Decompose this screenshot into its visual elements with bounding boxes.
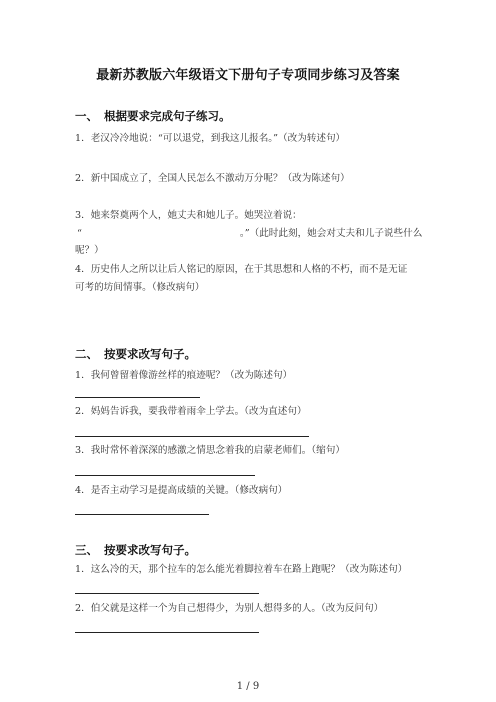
section-1-heading	[75, 108, 231, 124]
question-2-2: 2．妈妈告诉我，要我带着雨伞上学去。（改为直述句）	[75, 406, 307, 417]
section-2-heading	[75, 346, 196, 362]
section-3-heading	[75, 542, 196, 558]
section-3-title: 按要求改写句子。	[104, 543, 196, 557]
question-2-3: 3．我时常怀着深深的感激之情思念着我的启蒙老师们。（缩句）	[75, 445, 345, 456]
answer-line-2-1[interactable]	[75, 397, 200, 398]
question-2-1: 1．我何曾留着像游丝样的痕迹呢？（改为陈述句）	[75, 370, 293, 381]
section-1-title: 根据要求完成句子练习。	[104, 109, 231, 123]
section-2-title: 按要求改写句子。	[104, 347, 196, 361]
page-number: 1 / 9	[236, 681, 260, 692]
answer-line-2-3[interactable]	[75, 475, 255, 476]
answer-line-2-4[interactable]	[75, 514, 209, 515]
answer-line-2-2[interactable]	[75, 436, 309, 437]
question-1-3-line1: 3．她来祭奠两个人，她丈夫和她儿子。她哭泣着说：	[75, 210, 302, 221]
question-3-2: 2．伯父就是这样一个为自己想得少，为别人想得多的人。（改为反问句）	[75, 603, 384, 614]
question-1-4-line2: 可考的坊间情事。（修改病句）	[75, 282, 205, 293]
section-2-number: 二、	[75, 347, 98, 361]
section-1-number: 一、	[75, 109, 98, 123]
question-1-4-line1: 4．历史伟人之所以让后人铭记的原因，在于其思想和人格的不朽，而不是无证	[75, 264, 408, 275]
answer-line-3-2[interactable]	[75, 632, 259, 633]
document-title: 最新苏教版六年级语文下册句子专项同步练习及答案	[96, 68, 400, 83]
answer-line-3-1[interactable]	[75, 593, 259, 594]
question-2-4: 4．是否主动学习是提高成绩的关键。（修改病句）	[75, 485, 288, 496]
section-3-number: 三、	[75, 543, 98, 557]
question-1-3-line3: 呢？）	[75, 245, 104, 256]
question-1-3-line2	[77, 227, 422, 241]
question-1-1: 1．老汉冷冷地说：“可以退党，到我这儿报名。”（改为转述句）	[75, 133, 346, 144]
question-1-2: 2．新中国成立了，全国人民怎么不激动万分呢？（改为陈述句）	[75, 173, 350, 184]
open-quote: “	[77, 228, 82, 239]
question-3-1: 1．这么冷的天，那个拉车的怎么能光着脚拉着车在路上跑呢？（改为陈述句）	[75, 564, 408, 575]
question-1-3-prompt: 。”（此时此刻，她会对丈夫和儿子说些什么	[239, 228, 423, 239]
